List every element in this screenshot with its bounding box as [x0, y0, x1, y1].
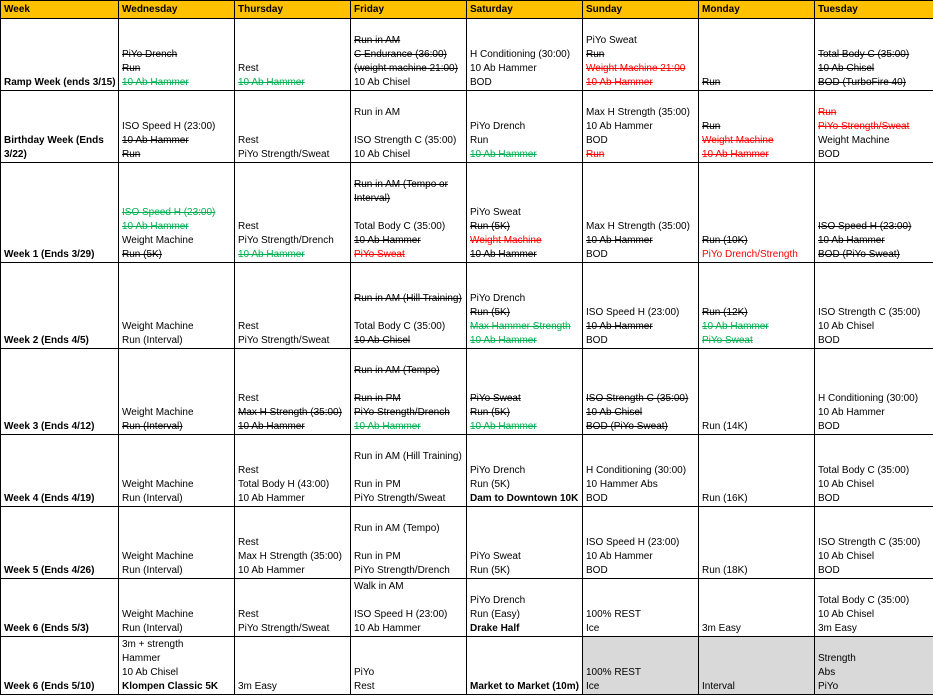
schedule-cell-thursday[interactable] [235, 637, 351, 695]
cell-line: 10 Ab Hammer [354, 235, 421, 246]
schedule-cell-saturday[interactable] [467, 19, 583, 91]
cell-line: Run in PM [354, 479, 401, 490]
schedule-cell-thursday[interactable] [235, 163, 351, 263]
cell-line: ISO Strength C (35:00) [354, 135, 457, 146]
cell-line: Total Body C (35:00) [818, 465, 910, 476]
cell-line: PiYo Sweat [702, 335, 753, 346]
cell-line: 10 Hammer Abs [586, 479, 658, 490]
week-label-cell[interactable]: Birthday Week (Ends 3/22) [1, 91, 119, 163]
schedule-cell-wednesday[interactable] [119, 579, 235, 637]
cell-line: Rest [238, 321, 259, 332]
cell-line [354, 206, 466, 220]
cell-line: 10 Ab Chisel [354, 149, 411, 160]
table-row [1, 435, 933, 507]
column-header-monday[interactable]: Monday [699, 1, 815, 19]
cell-line: PiYo Strength/Sweat [238, 623, 330, 634]
cell-line: Run (Interval) [122, 565, 183, 576]
cell-line: H Conditioning (30:00) [586, 465, 687, 476]
cell-line: Run [702, 121, 721, 132]
cell-line: Rest [238, 63, 259, 74]
schedule-cell-saturday[interactable] [467, 637, 583, 695]
cell-line: 10 Ab Hammer [818, 235, 885, 246]
schedule-cell-wednesday[interactable] [119, 637, 235, 695]
schedule-cell-wednesday[interactable] [119, 507, 235, 579]
cell-line: BOD [818, 565, 840, 576]
cell-line: Weight Machine [122, 321, 194, 332]
cell-line: Rest [238, 221, 259, 232]
schedule-cell-sunday[interactable] [583, 349, 699, 435]
schedule-cell-friday[interactable] [351, 19, 467, 91]
cell-line: 10 Ab Chisel [818, 609, 875, 620]
cell-line: PiYo Drench [122, 49, 178, 60]
cell-line [354, 594, 466, 608]
schedule-cell-saturday[interactable] [467, 163, 583, 263]
cell-line: 10 Ab Hammer [354, 421, 421, 432]
cell-line: Dam to Downtown 10K [470, 493, 579, 504]
cell-line: Rest [238, 135, 259, 146]
cell-line: 10 Ab Hammer [238, 249, 305, 260]
schedule-cell-saturday[interactable] [467, 435, 583, 507]
week-label-cell[interactable]: Week 1 (Ends 3/29) [1, 163, 119, 263]
cell-line: Run [702, 77, 721, 88]
cell-line: Max H Strength (35:00) [238, 407, 342, 418]
cell-line: Run [122, 63, 141, 74]
cell-line: Weight Machine [470, 235, 542, 246]
cell-line: 10 Ab Chisel [122, 667, 179, 678]
cell-line: Max Hammer Strength [470, 321, 571, 332]
cell-line: BOD [586, 493, 608, 504]
cell-line: PiYo Strength/Drench [238, 235, 334, 246]
cell-line: Run (Interval) [122, 421, 183, 432]
cell-line: 10 Ab Hammer [238, 421, 305, 432]
schedule-cell-sunday[interactable] [583, 91, 699, 163]
cell-line: Run (5K) [470, 221, 511, 232]
cell-line: PiYo Strength/Sweat [238, 335, 330, 346]
cell-line [354, 120, 466, 134]
cell-line: 10 Ab Chisel [818, 479, 875, 490]
schedule-cell-sunday[interactable] [583, 579, 699, 637]
column-header-thursday[interactable]: Thursday [235, 1, 351, 19]
cell-line: PiYo Drench [470, 595, 526, 606]
cell-line: PiYo Drench [470, 293, 526, 304]
cell-line: 10 Ab Hammer [470, 335, 537, 346]
cell-line: Rest [238, 393, 259, 404]
cell-line: 100% REST [586, 667, 642, 678]
schedule-cell-wednesday[interactable] [119, 349, 235, 435]
cell-line: Run (16K) [702, 493, 748, 504]
cell-line: Run in PM [354, 393, 401, 404]
cell-line: Run in PM [354, 551, 401, 562]
schedule-cell-saturday[interactable] [467, 263, 583, 349]
cell-line: Run (Easy) [470, 609, 521, 620]
schedule-cell-monday[interactable] [699, 263, 815, 349]
schedule-cell-saturday[interactable] [467, 91, 583, 163]
cell-line: ISO Speed H (23:00) [122, 121, 216, 132]
cell-line: Rest [238, 465, 259, 476]
cell-line: PiYo Sweat [470, 393, 521, 404]
schedule-cell-tuesday[interactable] [815, 435, 933, 507]
cell-line: C Endurance (36:00) [354, 49, 447, 60]
cell-line: PiYo Sweat [586, 35, 637, 46]
cell-line: Run [586, 49, 605, 60]
cell-line: PiYo Strength/Sweat [818, 121, 910, 132]
schedule-cell-sunday[interactable] [583, 163, 699, 263]
cell-line: 3m Easy [702, 623, 741, 634]
cell-line: Run (5K) [470, 479, 511, 490]
schedule-cell-sunday[interactable] [583, 19, 699, 91]
cell-line: 10 Ab Hammer [470, 63, 537, 74]
week-label-cell[interactable]: Week 2 (Ends 4/5) [1, 263, 119, 349]
cell-line: Run (Interval) [122, 335, 183, 346]
schedule-cell-tuesday[interactable] [815, 263, 933, 349]
cell-line: Total Body C (35:00) [354, 221, 446, 232]
cell-line: 3m Easy [238, 681, 277, 692]
cell-line: PiYo Sweat [470, 551, 521, 562]
schedule-cell-saturday[interactable] [467, 349, 583, 435]
cell-line: 10 Ab Hammer [470, 149, 537, 160]
cell-line: Run in AM (Hill Training) [354, 293, 462, 304]
schedule-cell-wednesday[interactable] [119, 263, 235, 349]
cell-line: Run in AM [354, 107, 401, 118]
schedule-cell-wednesday[interactable] [119, 163, 235, 263]
cell-line: BOD [818, 149, 840, 160]
cell-line: 10 Ab Chisel [586, 407, 643, 418]
cell-line: Weight Machine [818, 135, 890, 146]
cell-line: BOD [818, 493, 840, 504]
cell-line: H Conditioning (30:00) [470, 49, 571, 60]
schedule-cell-thursday[interactable] [235, 19, 351, 91]
table-row [1, 163, 933, 263]
cell-line: 10 Ab Hammer [586, 321, 653, 332]
cell-line: PiYo Drench [470, 465, 526, 476]
column-header-tuesday[interactable]: Tuesday [815, 1, 933, 19]
cell-line: Run in AM (Tempo) [354, 365, 440, 376]
cell-line: Run [470, 135, 489, 146]
cell-line: 10 Ab Hammer [470, 249, 537, 260]
table-row [1, 349, 933, 435]
schedule-body [1, 19, 933, 695]
week-label-cell[interactable]: Week 4 (Ends 4/19) [1, 435, 119, 507]
cell-line [354, 464, 466, 478]
cell-line: PiYo Strength/Drench [354, 407, 450, 418]
cell-line: Run (10K) [702, 235, 748, 246]
cell-line: Abs [818, 667, 836, 678]
cell-line: Total Body H (43:00) [238, 479, 330, 490]
cell-line: Run (12K) [702, 307, 748, 318]
cell-line: 10 Ab Hammer [586, 551, 653, 562]
schedule-cell-sunday[interactable] [583, 507, 699, 579]
cell-line: 10 Ab Hammer [586, 235, 653, 246]
schedule-cell-friday[interactable] [351, 263, 467, 349]
cell-line: Rest [238, 537, 259, 548]
cell-line: ISO Strength C (35:00) [586, 393, 689, 404]
schedule-cell-monday[interactable] [699, 349, 815, 435]
cell-line: Max H Strength (35:00) [238, 551, 342, 562]
cell-line: ISO Speed H (23:00) [818, 221, 912, 232]
cell-line: H Conditioning (30:00) [818, 393, 919, 404]
cell-line: Run (5K) [470, 307, 511, 318]
schedule-cell-friday[interactable] [351, 435, 467, 507]
cell-line: 10 Ab Chisel [354, 77, 411, 88]
cell-line: ISO Speed H (23:00) [586, 307, 680, 318]
cell-line: 10 Ab Hammer [470, 421, 537, 432]
schedule-cell-saturday[interactable] [467, 507, 583, 579]
schedule-cell-monday[interactable] [699, 507, 815, 579]
table-row [1, 579, 933, 637]
cell-line: Weight Machine [122, 551, 194, 562]
schedule-cell-tuesday[interactable] [815, 91, 933, 163]
cell-line: BOD (PiYo Sweat) [818, 249, 900, 260]
column-header-sunday[interactable]: Sunday [583, 1, 699, 19]
schedule-cell-monday[interactable] [699, 579, 815, 637]
cell-line: ISO Speed H (23:00) [122, 207, 216, 218]
table-row [1, 507, 933, 579]
cell-line: 10 Ab Hammer [238, 77, 305, 88]
cell-line: Run (Interval) [122, 623, 183, 634]
schedule-cell-friday[interactable] [351, 91, 467, 163]
cell-line: Run [818, 107, 837, 118]
cell-line: Rest [354, 681, 375, 692]
cell-line: 10 Ab Hammer [702, 321, 769, 332]
schedule-cell-friday[interactable] [351, 579, 467, 637]
cell-line: Max H Strength (35:00) [586, 221, 690, 232]
header-row [1, 1, 933, 19]
cell-line: Ice [586, 681, 600, 692]
cell-line: ISO Strength C (35:00) [818, 307, 921, 318]
cell-line: PiYo [818, 681, 839, 692]
cell-line: 10 Ab Hammer [586, 121, 653, 132]
table-row [1, 91, 933, 163]
cell-line: 10 Ab Hammer [586, 77, 653, 88]
schedule-cell-wednesday[interactable] [119, 19, 235, 91]
cell-line: Run (5K) [470, 565, 511, 576]
schedule-cell-monday[interactable] [699, 637, 815, 695]
cell-line: BOD [470, 77, 492, 88]
schedule-cell-thursday[interactable] [235, 91, 351, 163]
schedule-cell-sunday[interactable] [583, 263, 699, 349]
cell-line: Ice [586, 623, 600, 634]
cell-line [354, 378, 466, 392]
cell-line: 100% REST [586, 609, 642, 620]
cell-line: Klompen Classic 5K [122, 681, 219, 692]
week-label-cell[interactable]: Week 6 (Ends 5/3) [1, 579, 119, 637]
cell-line: (weight machine 21:00) [354, 63, 458, 74]
cell-line: Total Body C (35:00) [818, 595, 910, 606]
schedule-cell-tuesday[interactable] [815, 637, 933, 695]
column-header-friday[interactable]: Friday [351, 1, 467, 19]
cell-line: Weight Machine 21:00 [586, 63, 686, 74]
cell-line: Interval [702, 681, 735, 692]
cell-line: PiYo Strength/Sweat [354, 493, 446, 504]
schedule-cell-wednesday[interactable] [119, 91, 235, 163]
cell-line: Run [586, 149, 605, 160]
cell-line: Market to Market (10m) [470, 681, 579, 692]
schedule-cell-thursday[interactable] [235, 263, 351, 349]
cell-line: 10 Ab Chisel [818, 63, 875, 74]
schedule-cell-saturday[interactable] [467, 579, 583, 637]
cell-line: 10 Ab Hammer [122, 77, 189, 88]
schedule-cell-thursday[interactable] [235, 579, 351, 637]
cell-line: 10 Ab Hammer [122, 135, 189, 146]
schedule-cell-tuesday[interactable] [815, 349, 933, 435]
cell-line: Weight Machine [122, 479, 194, 490]
column-header-week[interactable]: Week [1, 1, 119, 19]
cell-line: Run in AM [354, 35, 401, 46]
column-header-saturday[interactable]: Saturday [467, 1, 583, 19]
cell-line: PiYo Drench [470, 121, 526, 132]
schedule-cell-tuesday[interactable] [815, 163, 933, 263]
schedule-cell-friday[interactable] [351, 507, 467, 579]
cell-line: Run in AM (Tempo) [354, 523, 440, 534]
cell-line: BOD [586, 249, 608, 260]
week-label-cell[interactable]: Week 3 (Ends 4/12) [1, 349, 119, 435]
cell-line: Hammer [122, 653, 161, 664]
cell-line: Run (Interval) [122, 493, 183, 504]
cell-line: 10 Ab Hammer [818, 407, 885, 418]
schedule-cell-thursday[interactable] [235, 349, 351, 435]
cell-line: 10 Ab Chisel [818, 551, 875, 562]
cell-line: PiYo Sweat [470, 207, 521, 218]
cell-line: Total Body C (35:00) [818, 49, 910, 60]
cell-line: BOD [586, 135, 608, 146]
cell-line: Total Body C (35:00) [354, 321, 446, 332]
schedule-cell-friday[interactable] [351, 349, 467, 435]
cell-line: 10 Ab Hammer [702, 149, 769, 160]
cell-line: Strength [818, 653, 856, 664]
schedule-cell-monday[interactable] [699, 163, 815, 263]
cell-line: Weight Machine [122, 407, 194, 418]
cell-line: PiYo Strength/Sweat [238, 149, 330, 160]
cell-line: Run in AM (Tempo or [354, 179, 448, 190]
cell-line: ISO Speed H (23:00) [354, 609, 448, 620]
schedule-cell-friday[interactable] [351, 163, 467, 263]
cell-line: Run in AM (Hill Training) [354, 451, 462, 462]
cell-line: Weight Machine [122, 235, 194, 246]
cell-line: PiYo [354, 667, 375, 678]
schedule-cell-tuesday[interactable] [815, 579, 933, 637]
week-label-cell[interactable]: Week 5 (Ends 4/26) [1, 507, 119, 579]
table-row [1, 19, 933, 91]
schedule-cell-sunday[interactable] [583, 637, 699, 695]
cell-line: PiYo Strength/Drench [354, 565, 450, 576]
table-row [1, 263, 933, 349]
schedule-cell-thursday[interactable] [235, 507, 351, 579]
schedule-cell-monday[interactable] [699, 91, 815, 163]
cell-line [354, 536, 466, 550]
cell-line: 10 Ab Hammer [238, 493, 305, 504]
cell-line: 10 Ab Hammer [238, 565, 305, 576]
schedule-cell-monday[interactable] [699, 19, 815, 91]
cell-line: BOD (PiYo Sweat) [586, 421, 668, 432]
cell-line: Drake Half [470, 623, 520, 634]
cell-line: Interval) [354, 193, 391, 204]
schedule-cell-tuesday[interactable] [815, 19, 933, 91]
cell-line: 10 Ab Chisel [354, 335, 411, 346]
cell-line: Run [122, 149, 141, 160]
schedule-cell-wednesday[interactable] [119, 435, 235, 507]
cell-line: BOD (TurboFire 40) [818, 77, 906, 88]
cell-line: 10 Ab Chisel [818, 321, 875, 332]
cell-line: ISO Strength C (35:00) [818, 537, 921, 548]
cell-line: Run (14K) [702, 421, 748, 432]
cell-line: PiYo Sweat [354, 249, 405, 260]
cell-line: 10 Ab Hammer [354, 623, 421, 634]
cell-line: Walk in AM [354, 581, 404, 592]
cell-line: BOD [818, 421, 840, 432]
table-row [1, 637, 933, 695]
schedule-cell-tuesday[interactable] [815, 507, 933, 579]
schedule-cell-thursday[interactable] [235, 435, 351, 507]
cell-line: ISO Speed H (23:00) [586, 537, 680, 548]
cell-line: Weight Machine [702, 135, 774, 146]
schedule-cell-sunday[interactable] [583, 435, 699, 507]
cell-line: PiYo Drench/Strength [702, 249, 798, 260]
cell-line: Max H Strength (35:00) [586, 107, 690, 118]
cell-line: 3m Easy [818, 623, 857, 634]
cell-line: Run (5K) [122, 249, 163, 260]
week-label-cell[interactable]: Week 6 (Ends 5/10) [1, 637, 119, 695]
cell-line: BOD [586, 335, 608, 346]
schedule-cell-friday[interactable] [351, 637, 467, 695]
cell-line: Rest [238, 609, 259, 620]
cell-line: 10 Ab Hammer [122, 221, 189, 232]
cell-line: 3m + strength [122, 639, 184, 650]
cell-line: Weight Machine [122, 609, 194, 620]
cell-line [354, 306, 466, 320]
schedule-cell-monday[interactable] [699, 435, 815, 507]
cell-line: BOD [586, 565, 608, 576]
cell-line: BOD [818, 335, 840, 346]
week-label-cell[interactable]: Ramp Week (ends 3/15) [1, 19, 119, 91]
cell-line: Run (18K) [702, 565, 748, 576]
cell-line: Run (5K) [470, 407, 511, 418]
column-header-wednesday[interactable]: Wednesday [119, 1, 235, 19]
